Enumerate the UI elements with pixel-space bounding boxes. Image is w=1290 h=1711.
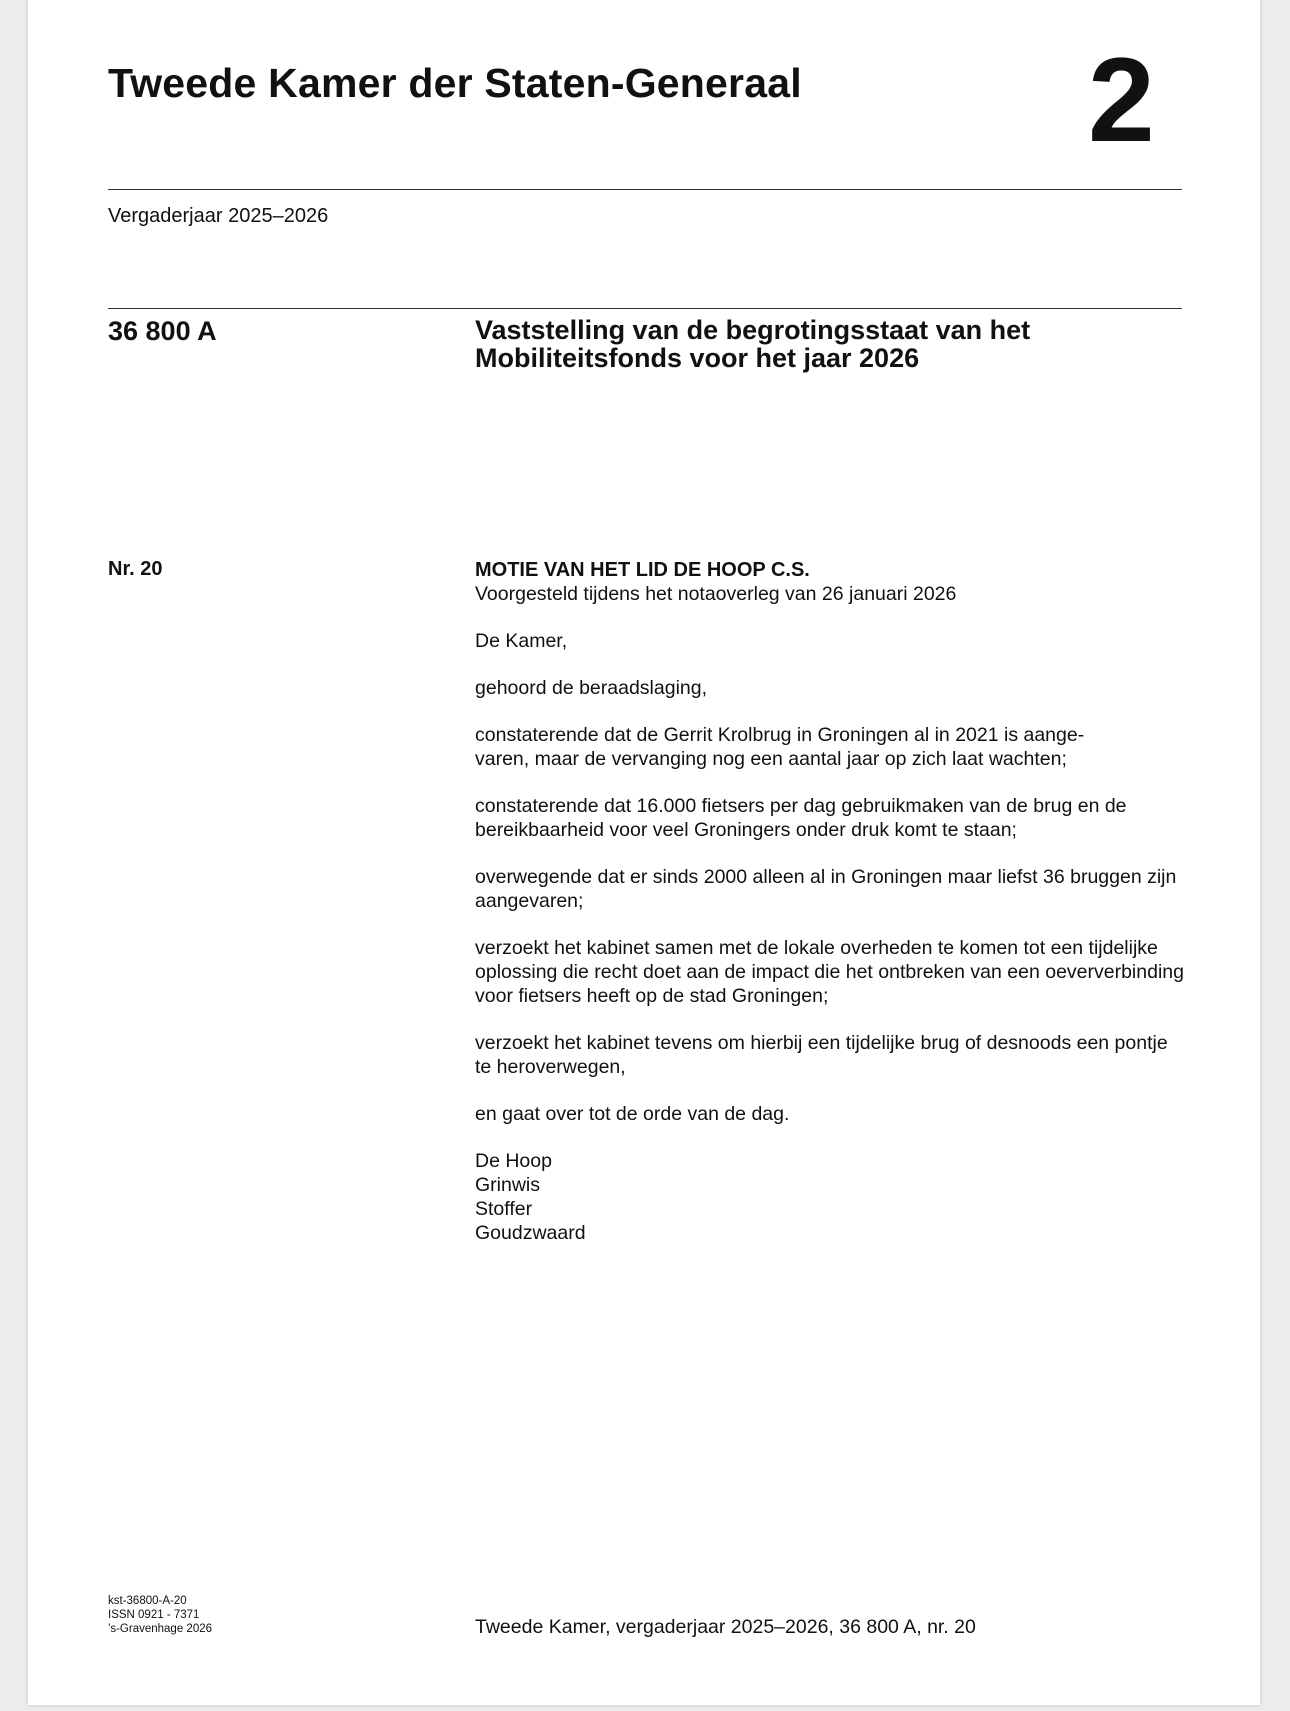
motion-paragraph: en gaat over tot de orde van de dag. [475,1103,790,1125]
page-footer: Tweede Kamer, vergaderjaar 2025–2026, 36 800 A, nr. 20 [475,1616,976,1638]
document-number: 2 [1088,33,1155,167]
motion-paragraph: constaterende dat de Gerrit Krolbrug in Groningen al in 2021 is aange- varen, maar de vervanging nog een aantal jaar op zich laat wachten; [475,724,1085,770]
colophon-place: ’s-Gravenhage 2026 [108,1623,212,1635]
motion-subheading: Voorgesteld tijdens het notaoverleg van 26 januari 2026 [475,583,957,605]
motion-paragraph: constaterende dat 16.000 fietsers per dag gebruikmaken van de brug en de bereikbaarheid voor veel Groningers onder druk komt te staan; [475,795,1127,841]
dossier-title: Vaststelling van de begrotingsstaat van het Mobiliteitsfonds voor het jaar 2026 [475,315,1031,373]
motion-heading: MOTIE VAN HET LID DE HOOP C.S. [475,559,810,581]
signatories [475,1149,1185,1245]
document-page [28,0,1260,1705]
signatory: De Hoop [475,1150,552,1172]
signatory: Grinwis [475,1174,541,1196]
divider [108,189,1182,190]
colophon-issn: ISSN 0921 - 7371 [108,1609,200,1621]
dossier-code: 36 800 A [108,316,217,346]
motion-number: Nr. 20 [108,558,163,580]
session-year: Vergaderjaar 2025–2026 [108,205,329,227]
chamber-title: Tweede Kamer der Staten-Generaal [108,60,802,106]
divider [108,308,1182,309]
colophon-id: kst-36800-A-20 [108,1595,187,1607]
motion-paragraph: overwegende dat er sinds 2000 alleen al in Groningen maar liefst 36 bruggen zijn aangevaren; [475,866,1177,912]
motion-paragraph: De Kamer, [475,630,568,652]
motion-paragraph: verzoekt het kabinet tevens om hierbij een tijdelijke brug of desnoods een pontje te heroverwegen, [475,1032,1168,1078]
motion-paragraph: gehoord de beraadslaging, [475,677,708,699]
motion-paragraph: verzoekt het kabinet samen met de lokale overheden te komen tot een tijdelijke oplossing die recht doet aan de impact die het ontbreken van een oeververbinding voor fietsers heeft op de stad Groningen; [475,937,1184,1007]
signatory: Goudzwaard [475,1222,586,1244]
motion-body [475,558,1185,1245]
colophon [108,1594,212,1636]
signatory: Stoffer [475,1198,533,1220]
